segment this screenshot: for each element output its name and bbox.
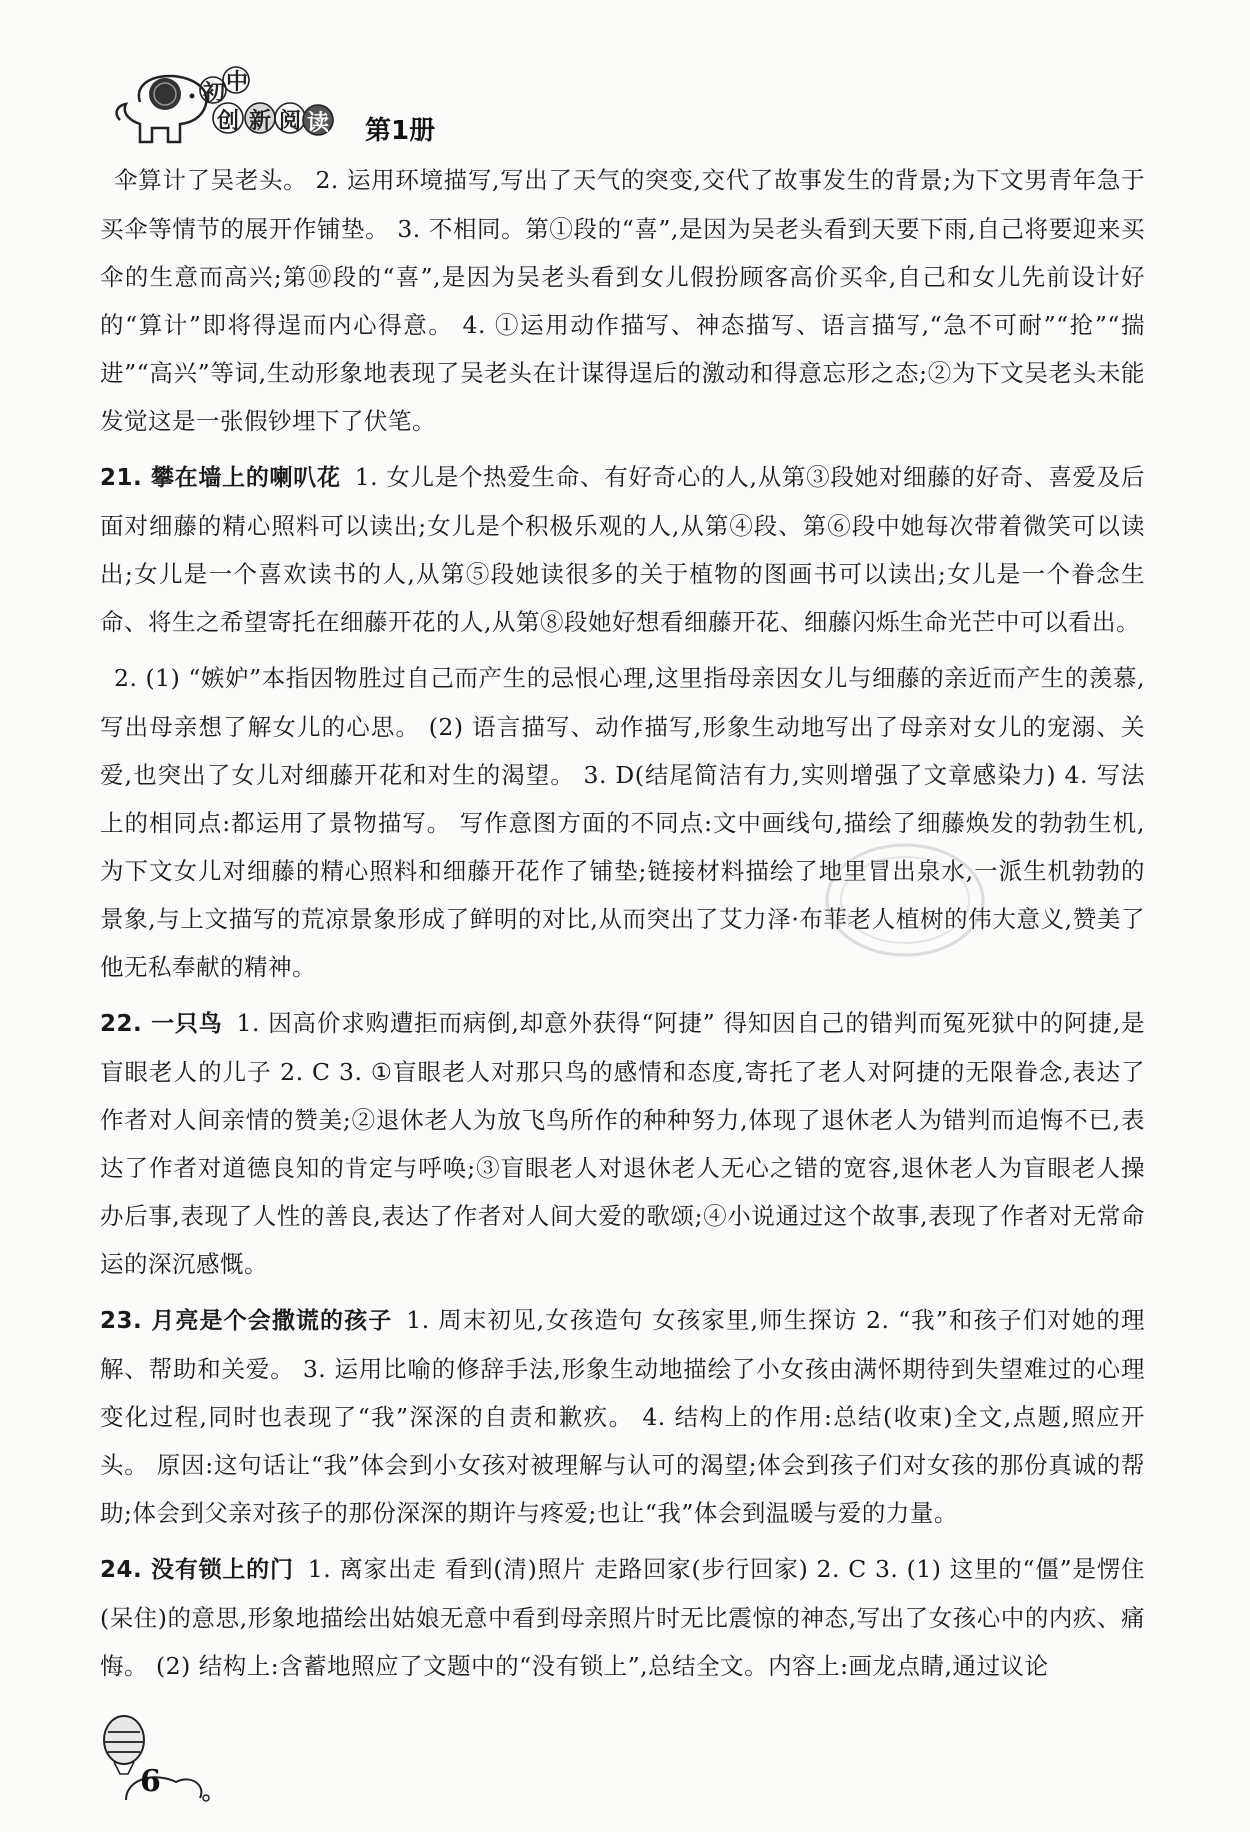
- paragraph-text: 1. 因高价求购遭拒而病倒,却意外获得“阿捷” 得知因自己的错判而冤死狱中的阿捷,是盲眼老人的儿子 2. C 3. ①盲眼老人对那只鸟的感情和态度,寄托了老人对阿捷的无限眷念,表达了作者对人间亲情的赞美;②退休老人为放飞鸟所作的种种努力,体现了退休老人为错判而追悔不已,表达了作者对道德良知的肯定与呼唤;③盲眼老人对退休老人无心之错的宽容,退休老人为盲眼老人操办后事,表现了人性的善良,表达了作者对人间大爱的歌颂;④小说通过这个故事,表现了作者对无常命运的深沉感慨。: [100, 1009, 1145, 1278]
- answer-paragraph: [100, 453, 1145, 646]
- book-volume-label: 第1册: [365, 116, 436, 146]
- page-number: 6: [140, 1764, 161, 1799]
- logo-char-1: 初: [203, 80, 226, 106]
- logo-char-4: 新: [249, 108, 272, 134]
- logo-char-3: 创: [217, 108, 240, 134]
- section-title: 22. 一只鸟: [100, 1011, 223, 1037]
- logo-char-2: 中: [226, 69, 249, 95]
- logo-char-5: 阅: [279, 108, 302, 134]
- logo-char-6: 读: [307, 110, 330, 136]
- answer-paragraph: [100, 1545, 1145, 1690]
- paragraph-text: 1. 离家出走 看到(清)照片 走路回家(步行回家) 2. C 3. (1) 这里的“僵”是愣住(呆住)的意思,形象地描绘出姑娘无意中看到母亲照片时无比震惊的神态,写出了女孩心中的内疚、痛悔。 (2) 结构上:含蓄地照应了文题中的“没有锁上”,总结全文。内容上:画龙点睛,通过议论: [100, 1555, 1145, 1680]
- section-title: 21. 攀在墙上的喇叭花: [100, 465, 341, 491]
- page-footer: [96, 1712, 216, 1804]
- paragraph-text: 1. 女儿是个热爱生命、有好奇心的人,从第③段她对细藤的好奇、喜爱及后面对细藤的精心照料可以读出;女儿是个积极乐观的人,从第④段、第⑥段中她每次带着微笑可以读出;女儿是一个喜欢读书的人,从第⑤段她读很多的关于植物的图画书可以读出;女儿是一个眷念生命、将生之希望寄托在细藤开花的人,从第⑧段她好想看细藤开花、细藤闪烁生命光芒中可以看出。: [100, 463, 1145, 636]
- answer-paragraph: [100, 156, 1145, 445]
- answer-paragraph: [100, 1296, 1145, 1537]
- answer-paragraph: [100, 999, 1145, 1288]
- section-title: 24. 没有锁上的门: [100, 1557, 294, 1583]
- section-title: 23. 月亮是个会撒谎的孩子: [100, 1308, 393, 1334]
- paragraph-text: 1. 周末初见,女孩造句 女孩家里,师生探访 2. “我”和孩子们对她的理解、帮助和关爱。 3. 运用比喻的修辞手法,形象生动地描绘了小女孩由满怀期待到失望难过的心理变化过程,同时也表现了“我”深深的自责和歉疚。 4. 结构上的作用:总结(收束)全文,点题,照应开头。 原因:这句话让“我”体会到小女孩对被理解与认可的渴望;体会到孩子们对女孩的那份真诚的帮助;体会到父亲对孩子的那份深深的期许与疼爱;也让“我”体会到温暖与爱的力量。: [100, 1306, 1145, 1527]
- series-logo: [110, 62, 470, 152]
- paragraph-text: 伞算计了吴老头。 2. 运用环境描写,写出了天气的突变,交代了故事发生的背景;为下文男青年急于买伞等情节的展开作铺垫。 3. 不相同。第①段的“喜”,是因为吴老头看到天要下雨,自己将要迎来买伞的生意而高兴;第⑩段的“喜”,是因为吴老头看到女儿假扮顾客高价买伞,自己和女儿先前设计好的“算计”即将得逞而内心得意。 4. ①运用动作描写、神态描写、语言描写,“急不可耐”“抢”“揣进”“高兴”等词,生动形象地表现了吴老头在计谋得逞后的激动和得意忘形之态;②为下文吴老头未能发觉这是一张假钞埋下了伏笔。: [100, 166, 1145, 435]
- watermark-stamp-icon: [820, 835, 990, 965]
- paragraph-text: 2. (1) “嫉妒”本指因物胜过自己而产生的忌恨心理,这里指母亲因女儿与细藤的亲近而产生的羡慕,写出母亲想了解女儿的心思。 (2) 语言描写、动作描写,形象生动地写出了母亲对女儿的宠溺、关爱,也突出了女儿对细藤开花和对生的渴望。 3. D(结尾简洁有力,实则增强了文章感染力) 4. 写法上的相同点:都运用了景物描写。 写作意图方面的不同点:文中画线句,描绘了细藤焕发的勃勃生机,为下文女儿对细藤的精心照料和细藤开花作了铺垫;链接材料描绘了地里冒出泉水,一派生机勃勃的景象,与上文描写的荒凉景象形成了鲜明的对比,从而突出了艾力泽·布菲老人植树的伟大意义,赞美了他无私奉献的精神。: [100, 664, 1145, 981]
